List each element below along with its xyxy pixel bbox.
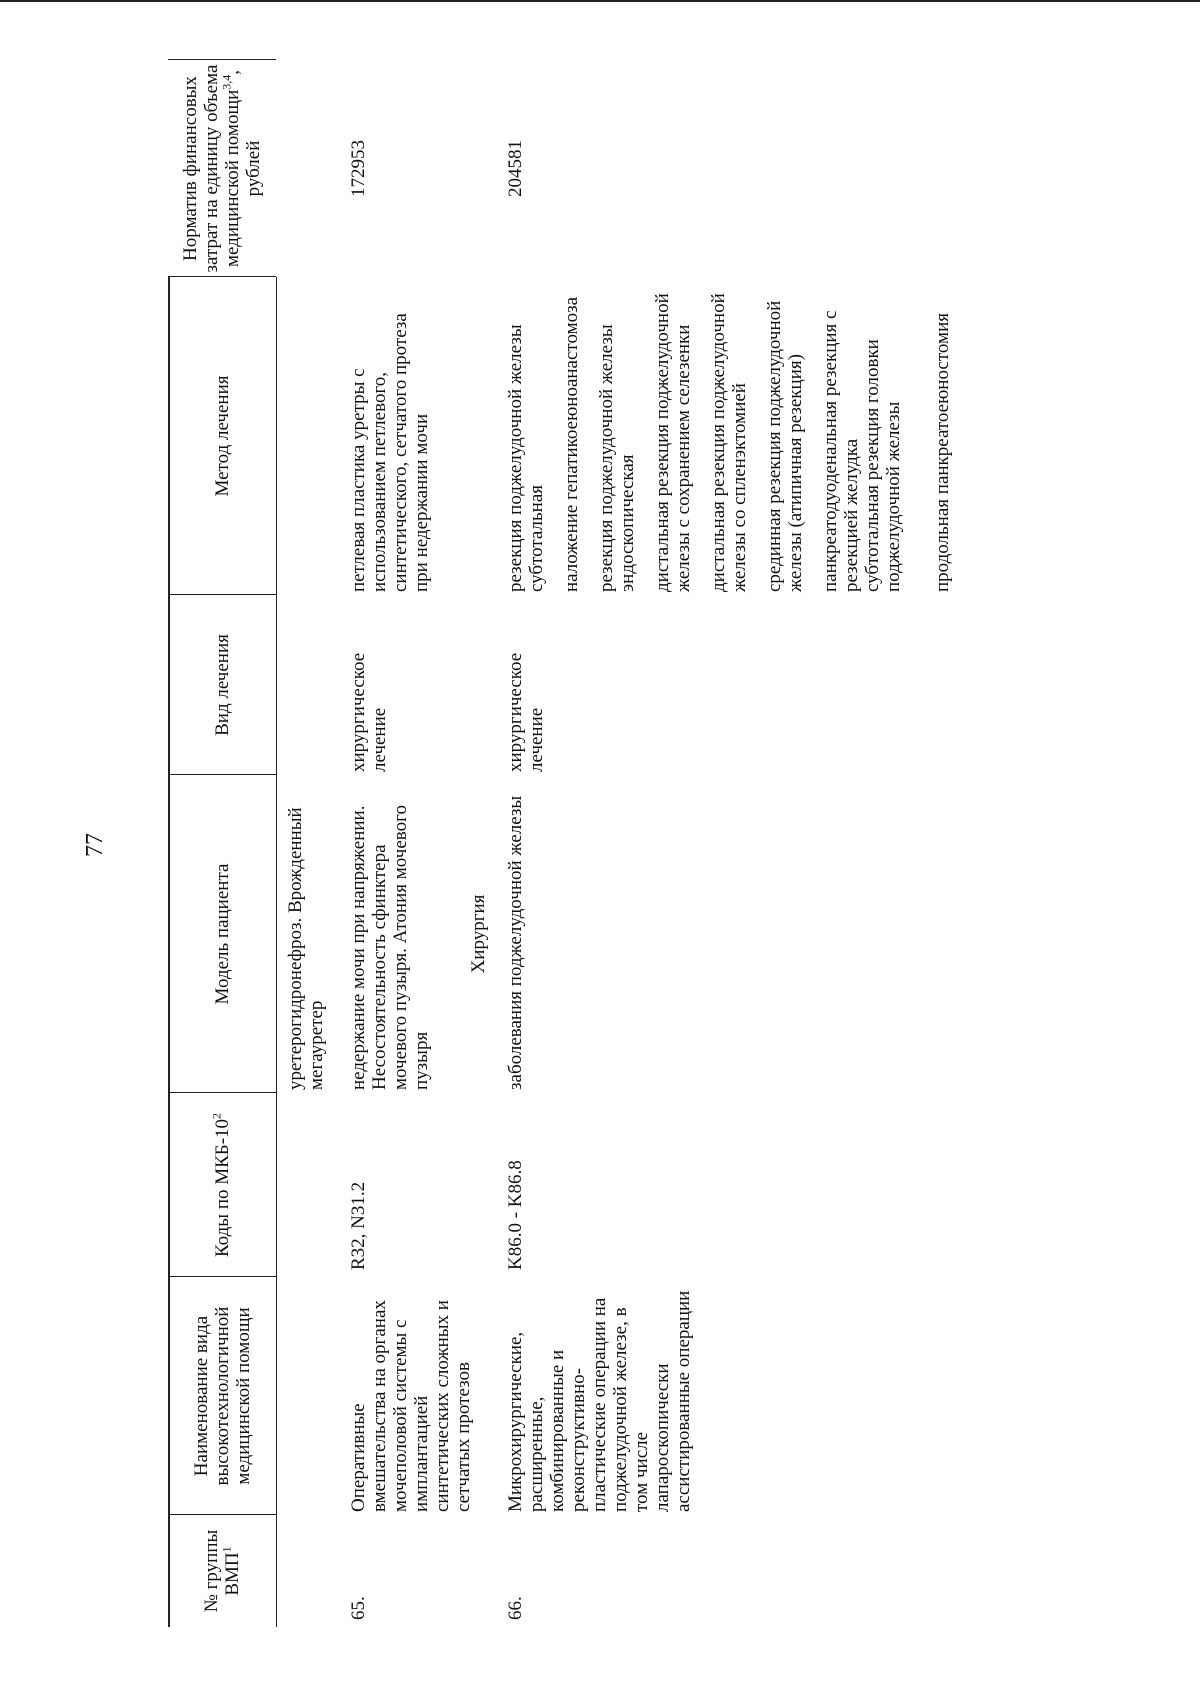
treatment-method-item: дистальная резекция поджелудочной железы со спленэктомией <box>708 293 750 592</box>
page-number: 77 <box>82 833 108 857</box>
header-icd-codes: Коды по МКБ-$10^2$ <box>209 1112 233 1258</box>
row-65-cost: 172953 <box>348 140 369 197</box>
treatment-method-item: резекция поджелудочной железы эндоскопическая <box>596 324 638 592</box>
row-65-treatment-type: хирургическое лечение <box>348 652 390 772</box>
treatment-method-item: петлевая пластика уретры с использованием петлевого, синтетического, сетчатого протеза при недержании мочи <box>348 313 432 592</box>
treatment-method-item: субтотальная резекция головки поджелудочной железы <box>862 339 904 592</box>
section-title: Хирургия <box>468 894 489 974</box>
header-treatment-method: Метод лечения <box>211 375 233 497</box>
row-65-number: 65. <box>348 1596 369 1620</box>
header-group-number: № группы ВМП$^1$ <box>201 1529 243 1613</box>
treatment-method-item: продольная панкреатоеюностомия <box>932 313 953 592</box>
continuation-patient-model: уретерогидронефроз. Врожденный мегауретер <box>285 807 327 1090</box>
header-care-name: Наименование вида высокотехнологичной медицинской помощи <box>190 1306 254 1486</box>
treatment-method-item: дистальная резекция поджелудочной железы с сохранением селезенки <box>652 293 694 592</box>
row-66-patient-model: заболевания поджелудочной железы <box>505 795 526 1090</box>
treatment-method-item: наложение гепатикоеюноанастомоза <box>561 296 582 592</box>
row-66-treatment-type: хирургическое лечение <box>505 652 547 772</box>
row-65-patient-model: недержание мочи при напряжении. Несостоятельность сфинктера мочевого пузыря. Атония мочевого пузыря <box>348 805 432 1090</box>
row-66-treatment-method <box>505 280 967 592</box>
row-65-icd-codes: R32, N31.2 <box>348 1181 369 1270</box>
treatment-method-item: резекция поджелудочной железы субтотальная <box>505 324 547 592</box>
treatment-method-item: срединная резекция поджелудочной железы (атипичная резекция) <box>764 300 806 592</box>
row-66-care-name: Микрохирургические, расширенные, комбинированные и реконструктивно-пластические операции на поджелудочной железе, в том числе лапароскопически ассистированные операции <box>505 1290 694 1512</box>
row-66-cost: 204581 <box>505 140 526 197</box>
page-edge-rule <box>0 0 1200 2</box>
row-66-icd-codes: K86.0 - K86.8 <box>505 1160 526 1270</box>
header-treatment-type: Вид лечения <box>211 634 233 736</box>
header-cost-standard: Норматив финансовых затрат на единицу объема медицинской помощи$^{3,4}$, рублей <box>180 64 264 273</box>
header-bottom-border <box>276 277 277 1627</box>
row-65-treatment-method <box>348 280 446 592</box>
row-65-care-name: Оперативные вмешательства на органах мочеполовой системы с имплантацией синтетических сложных и сетчатых протезов <box>348 1300 474 1512</box>
treatment-method-item: панкреатодуоденальная резекция с резекцией желудка <box>820 310 862 592</box>
row-66-number: 66. <box>505 1596 526 1620</box>
header-patient-model: Модель пациента <box>211 863 233 1005</box>
